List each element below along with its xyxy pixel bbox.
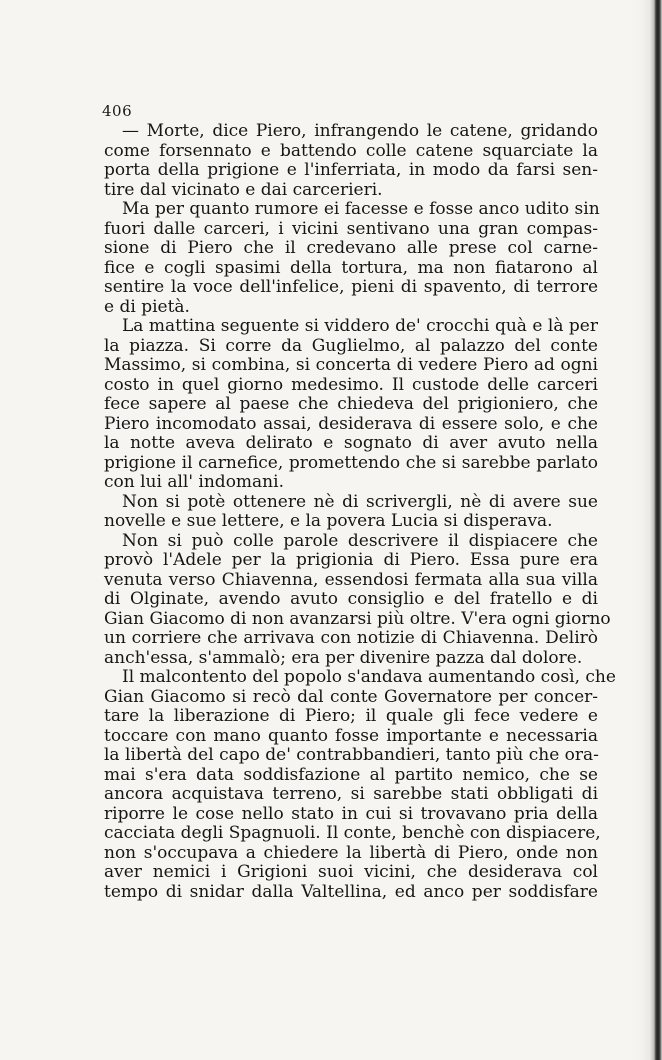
text-line: prigione il carnefice, promettendo che si sarebbe parlato: [104, 452, 598, 473]
text-line: toccare con mano quanto fosse importante e necessaria: [104, 725, 598, 746]
text-line: e di pietà.: [104, 296, 190, 317]
text-line: un corriere che arrivava con notizie di Chiavenna. Delirò: [104, 628, 598, 648]
text-line: ancora acquistava terreno, si sarebbe stati obbligati di: [104, 784, 598, 804]
text-line: novelle e sue lettere, e la povera Lucia si disperava.: [104, 511, 553, 531]
text-line: costo in quel giorno medesimo. Il custode delle carceri: [104, 374, 598, 395]
text-line: — Morte, dice Piero, infrangendo le catene, gridando: [122, 121, 598, 141]
text-line: cacciata degli Spagnuoli. Il conte, benchè con dispiacere,: [104, 823, 601, 843]
text-line: tire dal vicinato e dai carcerieri.: [104, 179, 383, 200]
text-line: Non si può colle parole descrivere il dispiacere che: [122, 530, 598, 551]
text-line: Il malcontento del popolo s'andava aumentando così, che: [122, 667, 616, 687]
text-line: La mattina seguente si viddero de' crocchi quà e là per: [122, 316, 598, 336]
text-line: mai s'era data soddisfazione al partito nemico, che se: [104, 764, 598, 785]
text-line: riporre le cose nello stato in cui si trovavano pria della: [104, 803, 598, 824]
text-line: la notte aveva delirato e sognato di aver avuto nella: [104, 433, 598, 453]
text-line: sentire la voce dell'infelice, pieni di spavento, di terrore: [104, 277, 598, 297]
text-line: la libertà del capo de' contrabbandieri, tanto più che ora-: [104, 745, 599, 765]
text-line: fece sapere al paese che chiedeva del prigioniero, che: [104, 394, 598, 414]
text-line: provò l'Adele per la prigionia di Piero. Essa pure era: [104, 550, 598, 570]
body-text: [104, 121, 616, 902]
text-line: non s'occupava a chiedere la libertà di Piero, onde non: [104, 842, 598, 863]
text-line: Ma per quanto rumore ei facesse e fosse anco udito sin: [122, 199, 600, 219]
page-number: 406: [102, 102, 133, 120]
text-line: la piazza. Si corre da Guglielmo, al palazzo del conte: [104, 335, 598, 356]
text-line: Non si potè ottenere nè di scrivergli, nè di avere sue: [122, 491, 598, 512]
text-line: Gian Giacomo di non avanzarsi più oltre. V'era ogni giorno: [104, 608, 611, 629]
text-line: come forsennato e battendo colle catene squarciate la: [104, 140, 598, 161]
text-line: venuta verso Chiavenna, essendosi fermata alla sua villa: [104, 569, 598, 590]
book-gutter: [632, 0, 662, 1060]
text-line: porta della prigione e l'inferriata, in modo da farsi sen-: [104, 160, 598, 180]
text-line: Gian Giacomo si recò dal conte Governatore per concer-: [104, 686, 598, 707]
text-line: Piero incomodato assai, desiderava di essere solo, e che: [104, 413, 598, 434]
text-line: Massimo, si combina, si concerta di vedere Piero ad ogni: [104, 355, 598, 375]
text-line: tare la liberazione di Piero; il quale gli fece vedere e: [104, 706, 598, 726]
text-line: fice e cogli spasimi della tortura, ma non fiatarono al: [104, 257, 598, 278]
text-line: di Olginate, avendo avuto consiglio e del fratello e di: [104, 589, 598, 609]
text-line: con lui all' indomani.: [104, 472, 284, 492]
text-line: sione di Piero che il credevano alle prese col carne-: [104, 238, 598, 258]
text-line: aver nemici i Grigioni suoi vicini, che desiderava col: [104, 862, 598, 882]
text-line: fuori dalle carceri, i vicini sentivano una gran compas-: [104, 218, 598, 239]
text-line: anch'essa, s'ammalò; era per divenire pazza dal dolore.: [104, 647, 583, 668]
text-line: tempo di snidar dalla Valtellina, ed anco per soddisfare: [104, 881, 598, 902]
